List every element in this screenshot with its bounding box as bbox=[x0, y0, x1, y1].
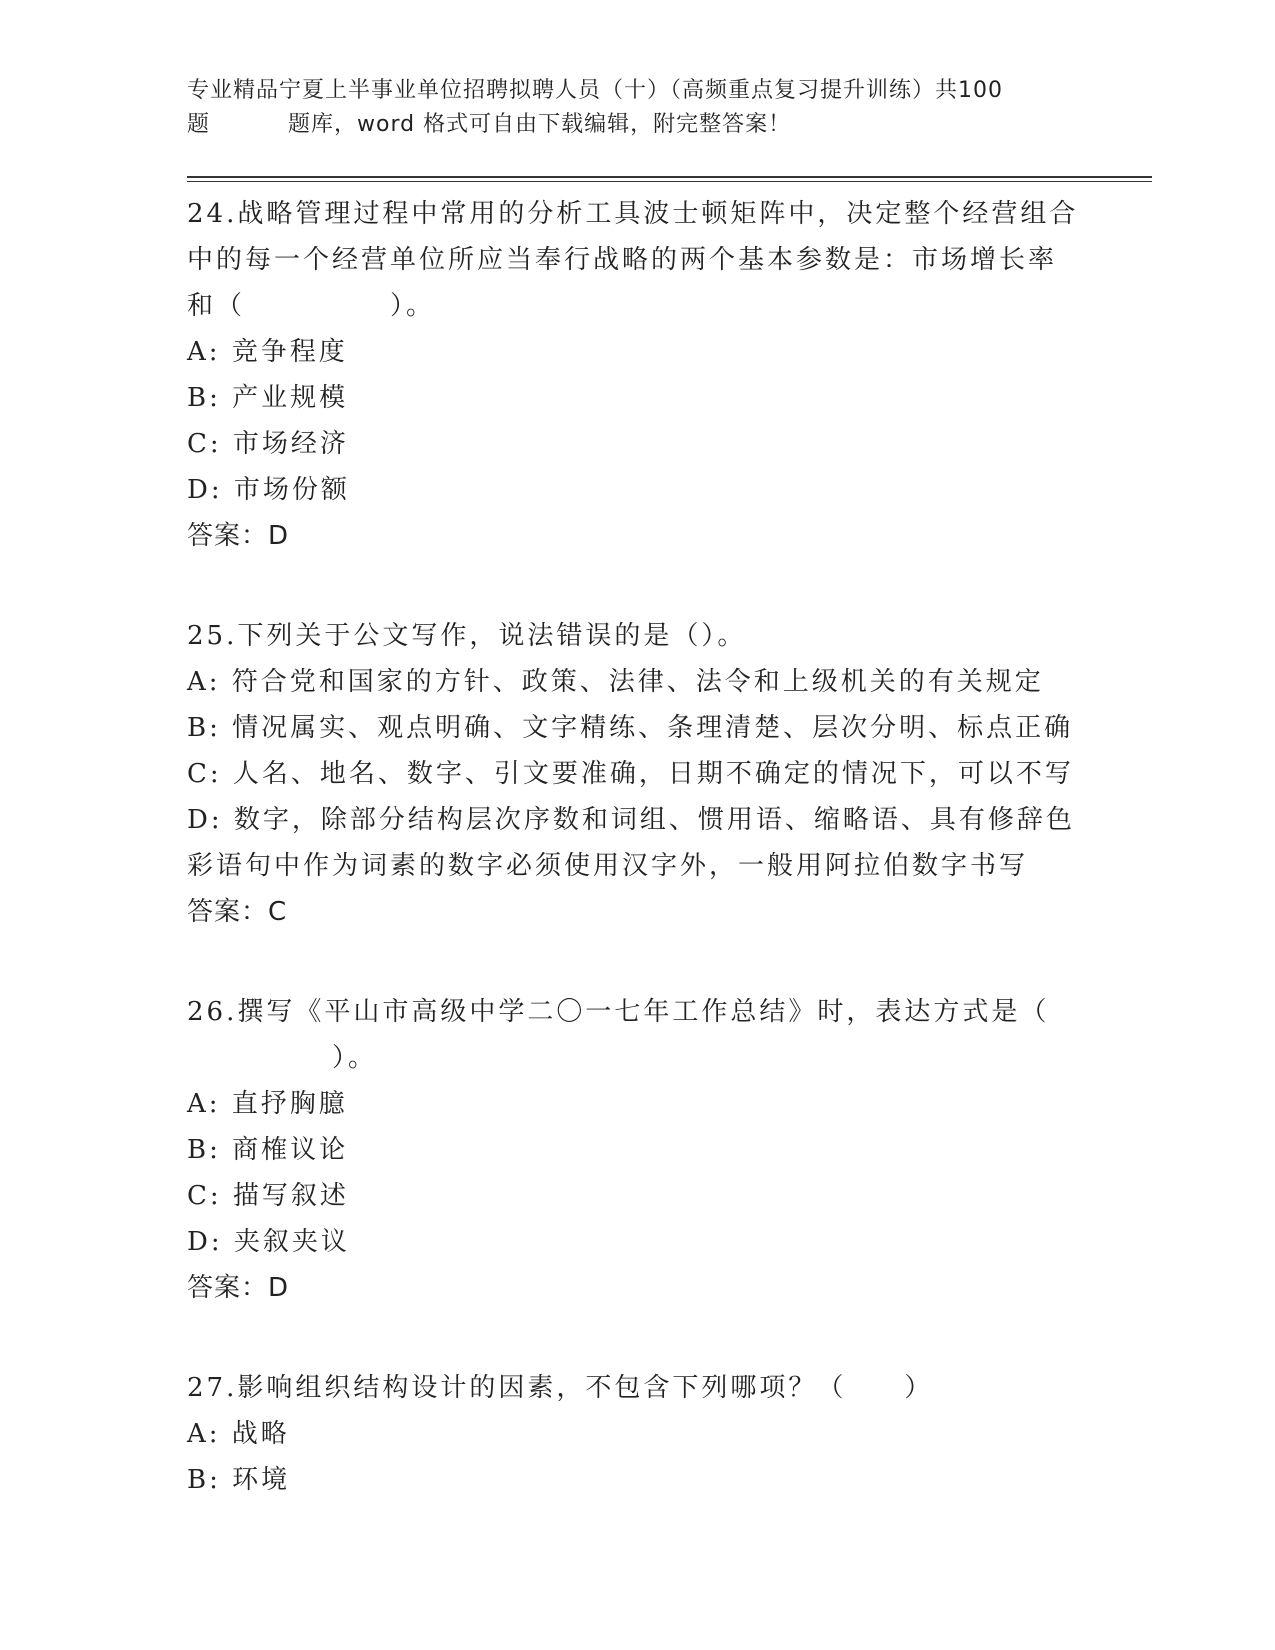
option-d: D: 市场份额 bbox=[187, 475, 350, 505]
header-line-2-left: 题 bbox=[187, 112, 211, 137]
question-text-line: 中的每一个经营单位所应当奉行战略的两个基本参数是：市场增长率 bbox=[187, 245, 1058, 275]
option-d-continued: 彩语句中作为词素的数字必须使用汉字外，一般用阿拉伯数字书写 bbox=[187, 851, 1029, 881]
option-b: B: 环境 bbox=[187, 1465, 291, 1495]
option-a: A: 直抒胸臆 bbox=[187, 1089, 348, 1119]
question-text-line: 和（ ）。 bbox=[187, 291, 436, 321]
answer: 答案：D bbox=[187, 521, 290, 551]
question-text-line: 27.影响组织结构设计的因素，不包含下列哪项？（ ） bbox=[187, 1373, 934, 1403]
option-a: A: 符合党和国家的方针、政策、法律、法令和上级机关的有关规定 bbox=[187, 667, 1044, 697]
option-a: A: 竞争程度 bbox=[187, 337, 348, 367]
question-25 bbox=[187, 613, 1087, 935]
option-c: C: 描写叙述 bbox=[187, 1181, 349, 1211]
option-b: B: 产业规模 bbox=[187, 383, 349, 413]
question-text-line: 24.战略管理过程中常用的分析工具波士顿矩阵中，决定整个经营组合 bbox=[187, 199, 1079, 229]
question-24 bbox=[187, 191, 1087, 559]
option-c: C: 市场经济 bbox=[187, 429, 349, 459]
option-d: D: 数字，除部分结构层次序数和词组、惯用语、缩略语、具有修辞色 bbox=[187, 805, 1075, 835]
answer: 答案：D bbox=[187, 1273, 290, 1303]
header-line-1: 专业精品宁夏上半事业单位招聘拟聘人员（十）（高频重点复习提升训练）共100 bbox=[187, 78, 1003, 103]
option-c: C: 人名、地名、数字、引文要准确，日期不确定的情况下，可以不写 bbox=[187, 759, 1074, 789]
question-text-line: ）。 bbox=[187, 1043, 378, 1073]
question-27 bbox=[187, 1365, 1087, 1503]
question-text-line: 25.下列关于公文写作，说法错误的是（）。 bbox=[187, 621, 747, 651]
answer: 答案：C bbox=[187, 897, 288, 927]
header-line-2 bbox=[187, 108, 1087, 142]
option-b: B: 商榷议论 bbox=[187, 1135, 349, 1165]
option-d: D: 夹叙夹议 bbox=[187, 1227, 350, 1257]
question-text-line: 26.撰写《平山市高级中学二〇一七年工作总结》时，表达方式是（ bbox=[187, 997, 1050, 1027]
document-header bbox=[187, 74, 1087, 142]
question-26 bbox=[187, 989, 1087, 1311]
header-divider-thick bbox=[187, 176, 1152, 178]
header-divider-thin bbox=[187, 181, 1152, 182]
question-list bbox=[187, 191, 1087, 1557]
header-line-2-right: 题库，word 格式可自由下载编辑，附完整答案！ bbox=[288, 112, 792, 137]
option-b: B: 情况属实、观点明确、文字精练、条理清楚、层次分明、标点正确 bbox=[187, 713, 1074, 743]
option-a: A: 战略 bbox=[187, 1419, 290, 1449]
